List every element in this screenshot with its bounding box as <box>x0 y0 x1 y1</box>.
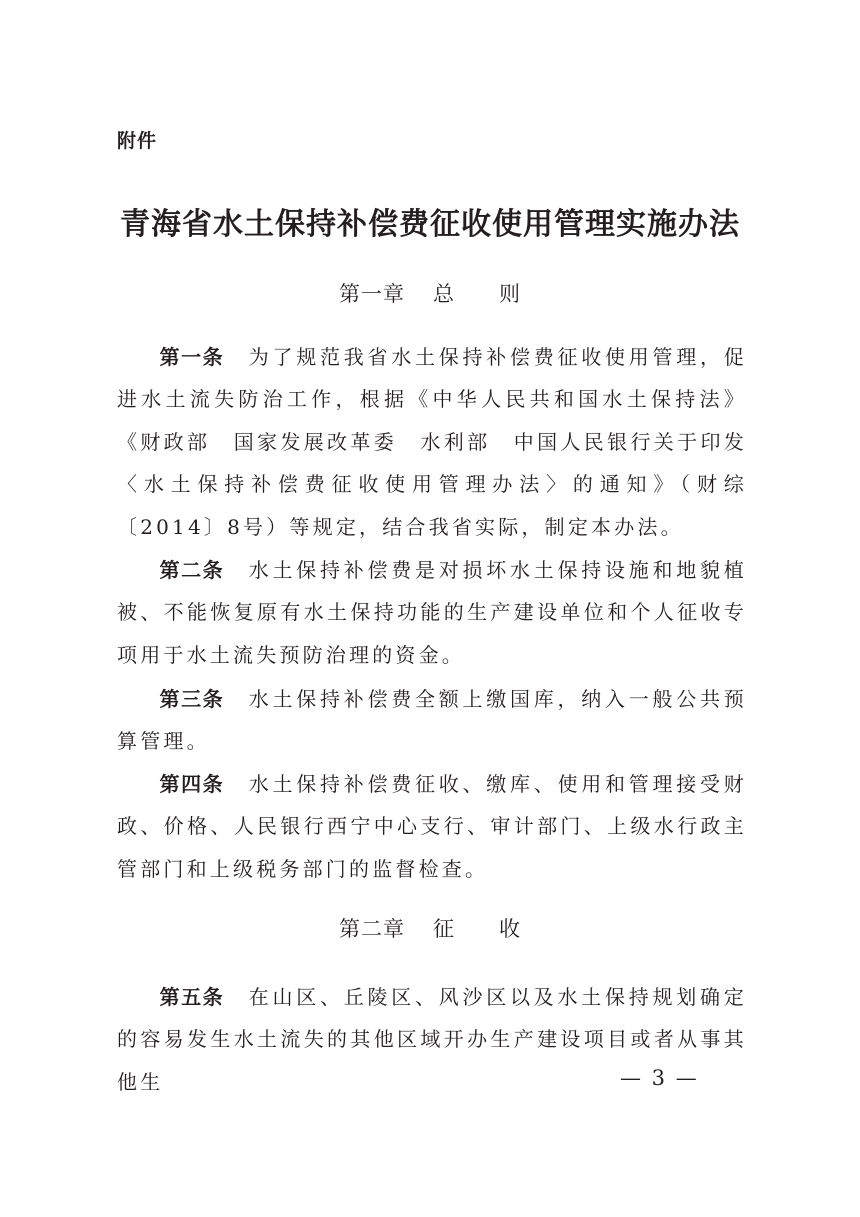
article-text: 水土保持补偿费全额上缴国库，纳入一般公共预算管理。 <box>117 687 748 754</box>
article-label: 第四条 <box>159 772 225 796</box>
article-label: 第五条 <box>159 985 225 1009</box>
chapter-number: 第二章 <box>339 917 405 941</box>
article-text: 为了规范我省水土保持补偿费征收使用管理，促进水土流失防治工作，根据《中华人民共和国水土保持法》《财政部 国家发展改革委 水利部 中国人民银行关于印发〈水土保持补偿费征收使用管理办法〉的通知》（财综〔2014〕8号）等规定，结合我省实际，制定本办法。 <box>117 345 748 539</box>
article-label: 第三条 <box>159 687 225 711</box>
article-text: 在山区、丘陵区、风沙区以及水土保持规划确定的容易发生水土流失的其他区域开办生产建设项目或者从事其他生 <box>117 985 748 1094</box>
article-paragraph <box>117 678 747 763</box>
chapter-title: 征 收 <box>433 917 521 941</box>
chapter-heading <box>0 914 860 944</box>
article-text: 水土保持补偿费征收、缴库、使用和管理接受财政、价格、人民银行西宁中心支行、审计部门、上级水行政主管部门和上级税务部门的监督检查。 <box>117 772 748 881</box>
article-text: 水土保持补偿费是对损坏水土保持设施和地貌植被、不能恢复原有水土保持功能的生产建设单位和个人征收专项用于水土流失预防治理的资金。 <box>117 558 748 667</box>
chapter-number: 第一章 <box>339 282 405 306</box>
article-paragraph <box>117 763 747 890</box>
attachment-label: 附件 <box>117 130 158 152</box>
chapter-heading <box>0 279 860 309</box>
chapter-title: 总 则 <box>433 282 521 306</box>
article-paragraph <box>117 549 747 676</box>
page-number: — 3 — <box>620 1066 699 1090</box>
article-label: 第二条 <box>159 558 225 582</box>
article-paragraph <box>117 336 747 548</box>
article-label: 第一条 <box>159 345 225 369</box>
document-title: 青海省水土保持补偿费征收使用管理实施办法 <box>120 207 740 242</box>
